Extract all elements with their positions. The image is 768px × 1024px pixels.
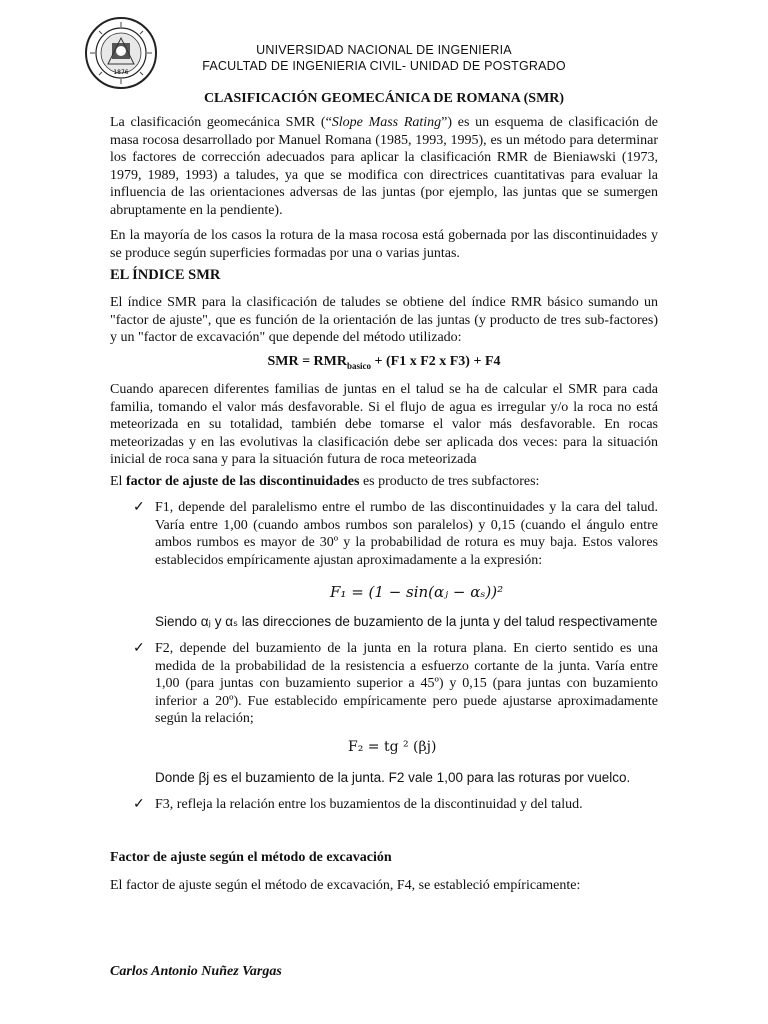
smr-paragraph-2: Cuando aparecen diferentes familias de juntas en el talud se ha de calcular el SMR para cada familia, tomando el valor más desfavorable. Si el flujo de agua es irregular y/o la roca no está meteorizada en su totalidad, también debe tomarse el valor más desfavorable. En rocas meteorizadas y en las evolutivas la clasificación debe ser aplicada dos veces: para la situación inicial de roca sana y para la situación futura de roca meteorizada: [110, 382, 658, 468]
f2-formula: F₂ = tg ² (βj): [348, 739, 437, 755]
smr-formula: SMR = $RMR_{basico} + (F1$ x F2 x F3) + F4: [267, 354, 501, 371]
section-heading-smr: EL ÍNDICE SMR: [110, 267, 221, 283]
page-title: CLASIFICACIÓN GEOMECÁNICA DE ROMANA (SMR): [203, 91, 565, 106]
f1-description: F1, depende del paralelismo entre el rumbo de las discontinuidades y la cara del talud. Varía entre 1,00 (cuando ambos rumbos son paralelos) y 0,15 (cuando el ángulo entre ambos rumbos es mayor de 30º y la probabilidad de rotura es muy baja. Estos valores establecidos empíricamente ajustan aproximadamente a la expresión:: [155, 500, 658, 568]
smr-paragraph-1: El índice SMR para la clasificación de taludes se obtiene del índice RMR básico sumando un "factor de ajuste", que es función de la orientación de las juntas (y producto de tres sub-factores) y un "factor de excavación" que depende del método utilizado:: [110, 295, 658, 346]
university-name: UNIVERSIDAD NACIONAL DE INGENIERIA: [256, 43, 512, 57]
intro-paragraph-1: La clasificación geomecánica SMR (“Slope Mass Rating”) es un esquema de clasificación de masa rocosa desarrollado por Manuel Romana (1985, 1993, 1995), es un método para determinar los factores de corrección adecuados para aplicar la clasificación RMR de Bieniawski (1973, 1979, 1989, 1993) a taludes, ya que se modifica con directrices cuantitativas para evaluar la influencia de las orientaciones adversas de las juntas (por ejemplo, las juntas que se sumergen abruptamente en la pendiente).: [110, 115, 659, 218]
smr-paragraph-3: El factor de ajuste de las discontinuidades es producto de tres subfactores:: [110, 474, 540, 489]
intro-paragraph-2: En la mayoría de los casos la rotura de la masa rocosa está gobernada por las discontinuidades y se produce según superficies formadas por una o varias juntas.: [110, 228, 658, 261]
f3-description: F3, refleja la relación entre los buzamientos de la discontinuidad y del talud.: [155, 797, 583, 812]
excavation-paragraph: El factor de ajuste según el método de excavación, F4, se estableció empíricamente:: [110, 878, 581, 893]
check-icon: ✓: [133, 500, 145, 515]
seal-year: 1876: [113, 69, 129, 76]
f1-note: Siendo αⱼ y αₛ las direcciones de buzamiento de la junta y del talud respectivamente: [155, 614, 658, 629]
f2-note: Donde βj es el buzamiento de la junta. F2 vale 1,00 para las roturas por vuelco.: [155, 770, 631, 785]
check-icon: ✓: [133, 797, 145, 812]
section-heading-excavation: Factor de ajuste según el método de excavación: [110, 850, 392, 865]
check-icon: ✓: [133, 641, 145, 656]
faculty-name: FACULTAD DE INGENIERIA CIVIL- UNIDAD DE POSTGRADO: [202, 59, 566, 73]
f1-formula: F₁ = (1 − sin(αⱼ − αₛ))²: [330, 583, 504, 601]
f2-description: F2, depende del buzamiento de la junta en la rotura plana. En cierto sentido es una medida de la probabilidad de la resistencia a esfuerzo cortante de la junta. Varía entre 1,00 (para juntas con buzamiento superior a 45º) y 0,15 (para juntas con buzamiento inferior a 20º). Fue establecido empíricamente pero puede ajustarse aproximadamente según la relación;: [155, 641, 658, 727]
author-footer: Carlos Antonio Nuñez Vargas: [110, 964, 282, 979]
